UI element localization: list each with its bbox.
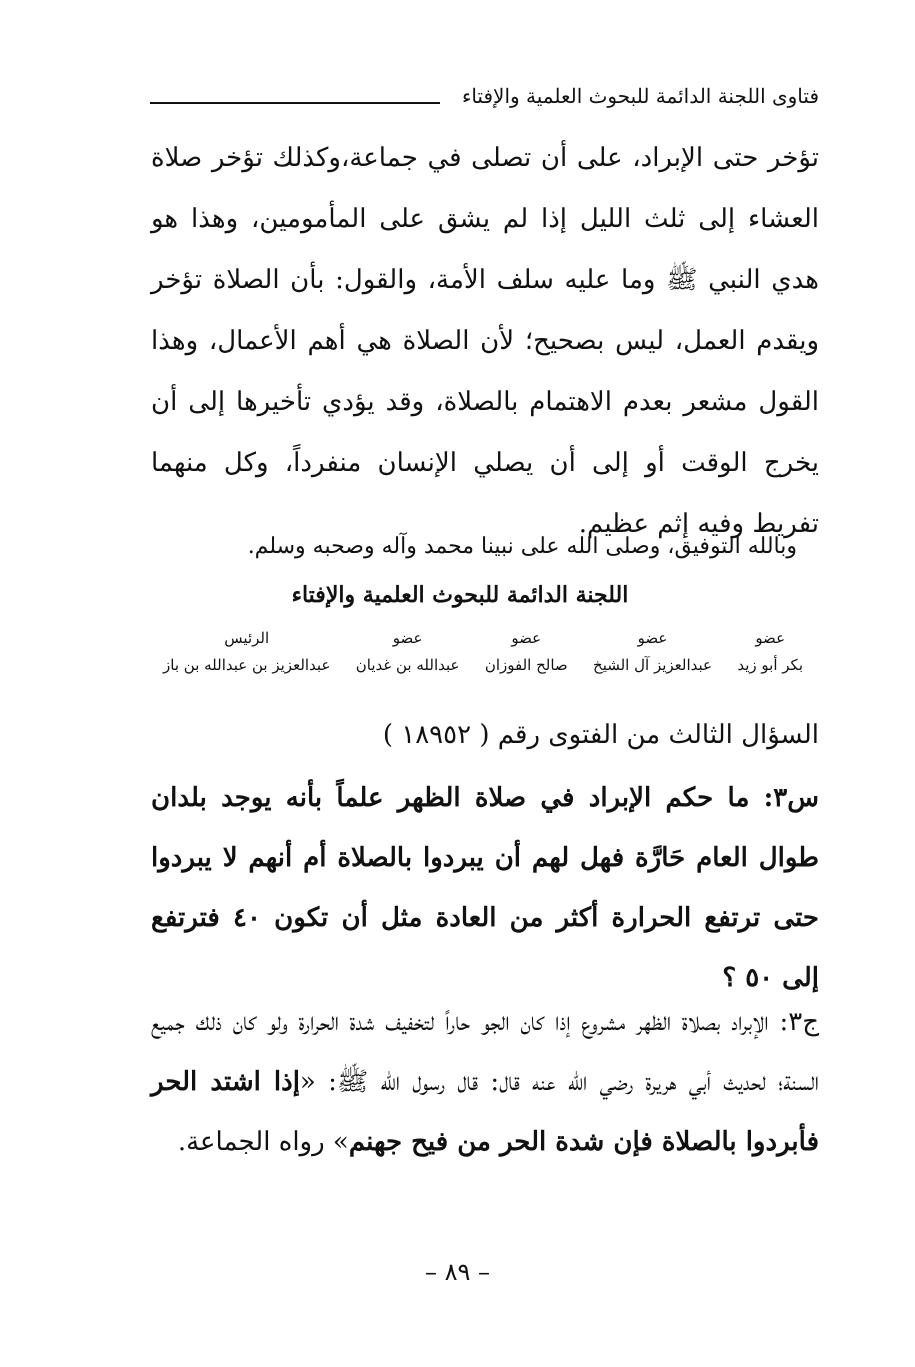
signature-name: عبدالله بن غديان (355, 656, 460, 674)
signature-role: الرئيس (224, 629, 270, 647)
question-text: س٣: ما حكم الإبراد في صلاة الظهر علماً بأنه يوجد بلدان طوال العام حَارَّة فهل لهم أن يبردوا بالصلاة أم أنهم لا يبردوا حتى ترتفع الحرارة أكثر من العادة مثل أن تكون ٤٠ فترتفع إلى ٥٠ ؟ (151, 783, 819, 993)
signature-name: بكر أبو زيد (737, 656, 803, 674)
header-title: فتاوى اللجنة الدائمة للبحوث العلمية والإفتاء (461, 84, 819, 108)
answer-text (151, 992, 819, 1172)
answer-source: » رواه الجماعة. (177, 1127, 349, 1157)
fatwa-paragraph: تؤخر حتى الإبراد، على أن تصلى في جماعة،وكذلك تؤخر صلاة العشاء إلى ثلث الليل إذا لم يشق على المأمومين، وهذا هو هدي النبي ﷺ وما عليه سلف الأمة، والقول: بأن الصلاة تؤخر ويقدم العمل، ليس بصحيح؛ لأن الصلاة هي أهم الأعمال، وهذا القول مشعر بعدم الاهتمام بالصلاة، وقد يؤدي تأخيرها إلى أن يخرج الوقت أو إلى أن يصلي الإنسان منفرداً، وكل منهما تفريط وفيه إثم عظيم. (151, 143, 819, 539)
signature-name: عبدالعزيز بن عبدالله بن باز (163, 656, 331, 674)
signature-member (737, 624, 803, 674)
signature-member (163, 624, 330, 674)
signatures-block (163, 624, 803, 674)
hadith-quote: إذا اشتد الحر فأبردوا بالصلاة فإن شدة الحر من فيح جهنم (151, 1067, 819, 1157)
answer-intro: ج٣: الإبراد بصلاة الظهر مشروع إذا كان الجو حاراً لتخفيف شدة الحرارة ولو كان ذلك جميع السنة؛ لحديث أبي هريرة رضي الله عنه قال: قال رسول الله ﷺ: « (151, 1007, 819, 1097)
signature-role: عضو (511, 629, 542, 647)
signature-member (593, 624, 712, 674)
page-number: – ٨٩ – (424, 1258, 491, 1286)
signature-role: عضو (637, 629, 668, 647)
signature-name: صالح الفوزان (484, 656, 568, 674)
signature-role: عضو (755, 629, 786, 647)
header-rule (150, 102, 440, 104)
question-header: السؤال الثالث من الفتوى رقم ( ١٨٩٥٢ ) (382, 720, 819, 750)
signature-name: عبدالعزيز آل الشيخ (593, 656, 712, 674)
signature-member (485, 624, 568, 674)
signature-role: عضو (392, 629, 423, 647)
signature-member (356, 624, 460, 674)
running-header (150, 84, 819, 124)
closing-line: وبالله التوفيق، وصلى الله على نبينا محمد وآله وصحبه وسلم. (247, 534, 797, 559)
committee-title: اللجنة الدائمة للبحوث العلمية والإفتاء (291, 582, 629, 608)
